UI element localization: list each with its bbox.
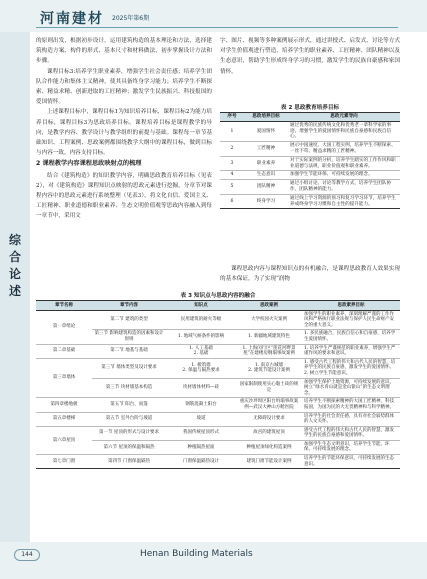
table-header: 思政元素导向 [288, 113, 400, 122]
table-cell: 6 [220, 194, 244, 209]
table-cell: 4 [220, 171, 244, 180]
paragraph: 上述课程目标中，课程目标1为知识培养目标，课程目标2为能力培养目标，课程目标3为思政培养目标。课程培养目标是课程教学的导向，是教学内容、教学设计与教学组织的前提与基础。课程每一章节基础知识、工程案例、思政案例都围绕教学大纲中的课程目标，做到目标与内容一致，内容支持目标。 [36, 109, 212, 157]
table-cell: 第一节 屋顶的形式与设计要求 [92, 426, 166, 440]
section-heading: 2 课程教学内容课程思政映射点的梳理 [36, 160, 142, 168]
table-header: 章节名称 [36, 301, 92, 311]
table-cell: 块材墙体材料—砖 [166, 378, 236, 398]
table-cell: 第三节 影响建筑构造的因素和设计原则 [92, 330, 166, 344]
table-cell: 感受古代工程的伟大和古代人民的智慧，激发学生的民族自豪感和爱国情怀。 [302, 426, 400, 440]
table-header: 序号 [220, 113, 244, 122]
table-cell: 第三节 墙体类型及设计要求 [92, 358, 166, 378]
table-cell: 团队精神 [244, 180, 288, 195]
paragraph: 课程思政内容与课程知识点的有机融合，是课程思政教育人效果实现的基本保证。为了实现“润物 [220, 266, 400, 283]
table-cell: 加强学生节能环保、可持续发展的理念。 [288, 171, 400, 180]
header-rule [36, 27, 398, 28]
table-cell: 1. 地域气候条件的影响 [166, 330, 236, 344]
table-row [36, 344, 400, 358]
table-cell: 加强学生保护土地资源，可持续发展的意识，树立“绿水青山就是金山银山”的生态文明理念。 [302, 378, 400, 398]
table-cell: 职业素养 [244, 156, 288, 171]
table-row [36, 358, 400, 378]
chapter-cell: 第五章楼梯 [36, 412, 92, 426]
table-cell: 大学校园火灾案例 [236, 310, 302, 330]
table-header: 章节内容 [92, 301, 166, 311]
chapter-cell: 第二章基础 [36, 344, 92, 358]
right-column [220, 36, 400, 77]
table-row [36, 455, 400, 469]
table-cell: 种植隔热屋面 [166, 440, 236, 454]
table-cell: 通过线上学习资源的预习和复习学习环节，培养学生养成终身学习习惯和自主性的提升能力。 [288, 194, 400, 209]
table-header: 知识点 [166, 301, 236, 311]
table-row [220, 142, 400, 157]
table-header: 思政培养目标 [244, 113, 288, 122]
table-cell: 第二节 建筑的类型 [92, 310, 166, 330]
table-cell: 无障碍设计要求 [236, 412, 302, 426]
table-cell: 培养学生的节能环保意识，可持续发展的生态意识。 [302, 455, 400, 469]
table-cell: 第五节 室外台阶与坡道 [92, 412, 166, 426]
table-cell: 对于实际案例的分析，培养学生踏实的工作作风和职业道德与法规，职业价值观和职业素养。 [288, 156, 400, 171]
table-cell: 加强学生生态文明意识，培养学生节能、环保、可持续发展的理念。 [302, 440, 400, 454]
table2-caption: 表 2 思政教育培养目标 [280, 105, 340, 111]
table-cell: 1. 感受古代工程的伟大和古代人民的智慧，培养学生的民族自豪感，激发学生的爱国情怀。 2. 树立学生节能意识。 [302, 358, 400, 378]
table-row [36, 412, 400, 426]
chapter-cell: 第七章门窗 [36, 455, 92, 469]
chapter-cell: 第三章墙体 [36, 358, 92, 398]
section-label: 综合论述 [8, 233, 21, 298]
table-cell: 1. 多民族融合，民族自信心和自豪感，培养学生爱国情怀。 [302, 330, 400, 344]
table-cell: 1. 人工基础 2. 基础 [166, 344, 236, 358]
chapter-cell: 第一章绪论 [36, 310, 92, 344]
table-cell: 1. 板筑墙 2. 保温与隔热要求 [166, 358, 236, 378]
table-cell: 第四节 门窗保温隔热 [92, 455, 166, 469]
table-cell: 1. 南京古城墙 2. 建筑节能设计案例 [236, 358, 302, 378]
table-cell: 门窗保温隔热设计 [166, 455, 236, 469]
table-cell: 通过小组讨论、讨论等教学方式，培养学生团队协作、团队精神的能力。 [288, 180, 400, 195]
table-cell: 工匠精神 [244, 142, 288, 157]
right-column-lower [220, 264, 400, 284]
chapter-cell: 第四章楼地板 [36, 398, 92, 412]
table2 [220, 112, 400, 209]
left-column [36, 36, 212, 222]
table-cell: 培养学生不断探索精神的大国工匠精神，科技报国，为国为民的大无畏精神和与科学精神。 [302, 398, 400, 412]
table-cell: 重庆沙坪坝区阳台坍塌事故案例—武汉大神山方舱医院 [236, 398, 302, 412]
table-header: 思政案例 [236, 301, 302, 311]
issue-label: 2025年第6期 [112, 15, 150, 22]
table-row [36, 310, 400, 330]
table-row [220, 121, 400, 141]
table3 [36, 300, 400, 469]
table-cell: 爱国情怀 [244, 121, 288, 141]
footer-band [0, 542, 427, 579]
table-cell: 第五节 阳台、雨篷 [92, 398, 166, 412]
journal-logo: 河南建材 [40, 11, 104, 27]
table-cell: 国家限制使用实心黏土砖的规定 [236, 378, 302, 398]
journal-english-name: Henan Building Materials [140, 549, 253, 559]
table-cell: 种植屋顶绿化构造案例 [236, 440, 302, 454]
table-row [220, 180, 400, 195]
table3-caption: 表 3 知识点与思政内容的融合 [180, 293, 256, 299]
chapter-cell: 第六章屋顶 [36, 426, 92, 454]
table-cell: 培养学生的社会责任感，具有对社会弱势群体的人文关怀。 [302, 412, 400, 426]
table-cell: 第六节 屋顶的保温和隔热 [92, 440, 166, 454]
table-cell: 1 [220, 121, 244, 141]
table-cell: 终身学习 [244, 194, 288, 209]
table-cell: 生态意识 [244, 171, 288, 180]
table-cell: 1. 上海闵行区“莲花河畔景苑”在建楼房倒塌事故案例 [236, 344, 302, 358]
table-row [220, 194, 400, 209]
page-number: 144 [14, 549, 40, 561]
table-cell: 加强学生的职业素养，深刻理解严谨的工作作风和严格执行职业法规与保护人民生命财产安全的重大意义。 [302, 310, 400, 330]
table-cell: 5 [220, 180, 244, 195]
paragraph: 结合《建筑构造》的知识教学内容，明确思政教育培养目标（见表2），对《建筑构造》课程知识点映射的思政元素进行挖掘，分章节对课程内容中的思政元素进行系统整理（见表3）。将文化自信、爱国主义、工匠精神、职业道德和职业素养、生态文明价值观等思政内容融入到每一章节中，采用文 [36, 172, 212, 220]
table-cell: 第二节 地基与基础 [92, 344, 166, 358]
table-row [36, 398, 400, 412]
table-cell: 建筑门窗节能设计案例 [236, 455, 302, 469]
table-cell: 展示中国速度、大国工程实例，培养学生不断探索、一丝不苟、精益求精的工匠精神。 [288, 142, 400, 157]
table-row [220, 171, 400, 180]
table-cell: 2 [220, 142, 244, 157]
table-cell: 3 [220, 156, 244, 171]
paragraph: 课程目标3:培养学生职业素养，增强学生社会责任感；培养学生团队合作能力和集体主义精神，使其具备终身学习能力；培养学生不断探索、精益求精、创新进取的工匠精神；激发学生民族振兴、科技报国的爱国情怀。 [36, 68, 212, 106]
table-cell: 第三节 块材墙基本构造 [92, 378, 166, 398]
table-cell: 通过优秀的民族传统文化和优秀老一辈科学家的事迹，增强学生的爱国情怀和民族自豪感和民族自信心。 [288, 121, 400, 141]
table-cell: 钢筋混凝土阳台 [166, 398, 236, 412]
table-row [36, 426, 400, 440]
table-header: 思政素养目标 [302, 301, 400, 311]
paragraph: 的原则出发，根据初步设计，运用建筑构造的基本理论和方法，选择建筑构造方案、构件的形式、基本尺寸和材料做法，初步掌握设计方法和步骤。 [36, 38, 212, 65]
table-row [220, 156, 400, 171]
paragraph: 字、图片、视频等多种案例展示形式，通过讲授式、启发式、讨论等方式对学生价值观进行塑造，培养学生的职业素养、工匠精神、团队精神以及生态意识，帮助学生形成终身学习的习惯，激发学生的民族自豪感和家国情怀。 [220, 38, 400, 75]
table-cell: 我国传统屋顶形式 [166, 426, 236, 440]
table-cell: 1. 新疆地域建筑特色 [236, 330, 302, 344]
table-cell: 民用建筑的耐火等级 [166, 310, 236, 330]
table-cell: 坡道 [166, 412, 236, 426]
table-cell: 1. 培养学生严谨规范的职业素养，增强学生严谨作风的要求和意识。 [302, 344, 400, 358]
table-cell: 故宫的建筑屋顶 [236, 426, 302, 440]
